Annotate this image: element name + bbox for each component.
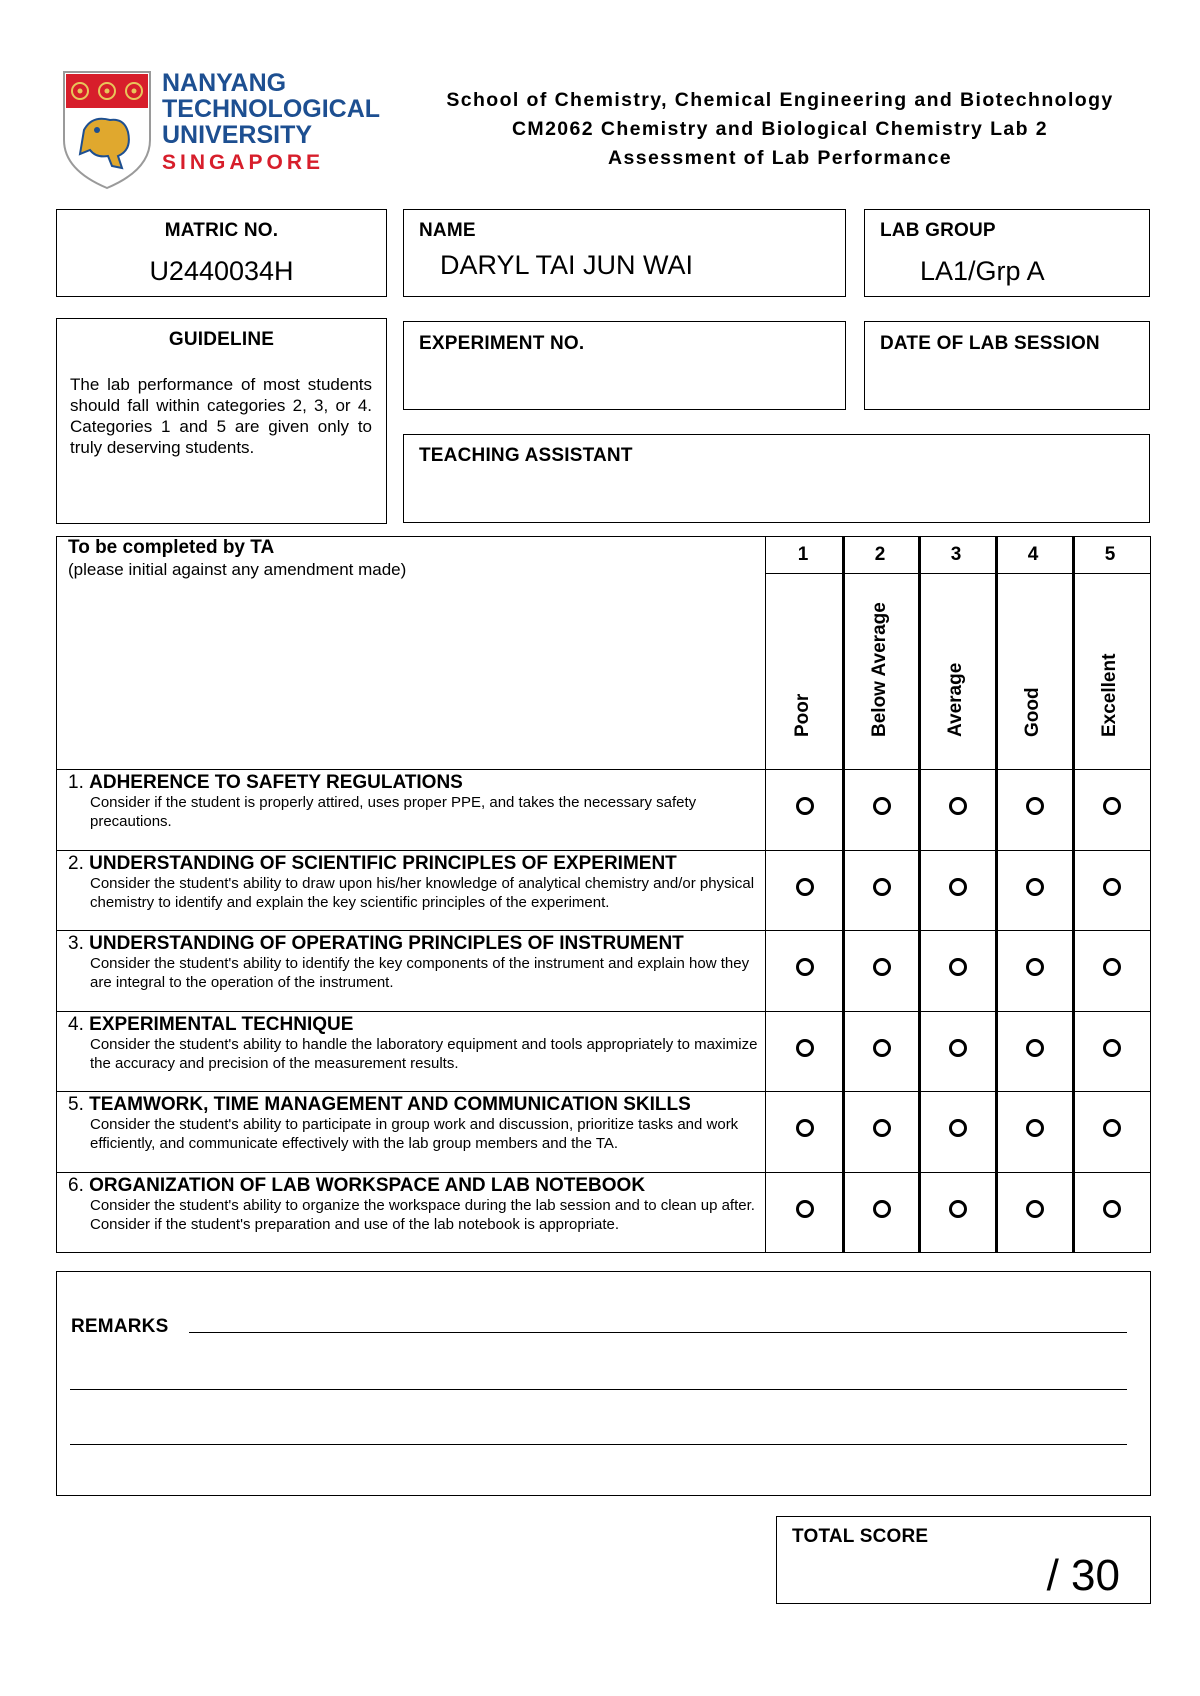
criterion-description: Consider the student's ability to identify the key components of the instrument and explain how they are integral to the operation of the instrument. (90, 955, 750, 991)
teaching-assistant-label: TEACHING ASSISTANT (419, 445, 633, 466)
score-radio-5-1[interactable] (796, 1119, 814, 1137)
criterion-title (68, 772, 463, 794)
name-box (403, 209, 846, 297)
criterion-number: 6. (68, 1174, 84, 1196)
criterion-description: Consider if the student is properly attired, uses proper PPE, and takes the necessary safety precautions. (90, 794, 697, 830)
score-radio-3-3[interactable] (949, 958, 967, 976)
matric-value[interactable]: U2440034H (149, 256, 294, 286)
criterion-description: Consider the student's ability to organize the workspace during the lab session and to clean up after. Consider if the student's preparation and use of the lab notebook is appropriate. (90, 1196, 755, 1233)
lab-group-box (864, 209, 1150, 297)
score-radio-5-5[interactable] (1103, 1119, 1121, 1137)
criterion-number: 2. (68, 852, 84, 874)
score-radio-5-4[interactable] (1026, 1119, 1044, 1137)
lab-group-value[interactable]: LA1/Grp A (920, 256, 1045, 286)
remarks-box (56, 1271, 1151, 1496)
ntu-logo (62, 70, 392, 190)
rubric-header-line (56, 769, 1151, 770)
score-radio-3-2[interactable] (873, 958, 891, 976)
form-title: Assessment of Lab Performance (607, 147, 953, 169)
criterion-description: Consider the student's ability to draw upon his/her knowledge of analytical chemistry and/or physical chemistry to identify and explain the key scientific principles of the experiment. (90, 874, 755, 911)
scale-number-3: 3 (950, 544, 962, 565)
score-radio-6-5[interactable] (1103, 1200, 1121, 1218)
rubric-row-line (56, 1011, 1151, 1012)
criterion-title (68, 1094, 691, 1116)
score-radio-2-2[interactable] (873, 878, 891, 896)
rubric-subtitle: (please initial against any amendment made) (68, 560, 407, 579)
criterion-title (68, 853, 677, 875)
school-name: School of Chemistry, Chemical Engineering and Biotechnology (446, 89, 1114, 111)
criterion-number: 3. (68, 933, 84, 954)
experiment-label: EXPERIMENT NO. (419, 333, 585, 354)
university-name (162, 70, 402, 178)
score-radio-1-1[interactable] (796, 797, 814, 815)
total-score-box (776, 1516, 1151, 1604)
score-radio-6-2[interactable] (873, 1200, 891, 1218)
scale-label-4 (995, 573, 1071, 759)
rubric-row-line (56, 850, 1151, 851)
criterion-number: 5. (68, 1094, 84, 1115)
name-value[interactable]: DARYL TAI JUN WAI (440, 250, 694, 280)
date-box[interactable] (864, 321, 1150, 410)
rubric-row-line (56, 1091, 1151, 1092)
teaching-assistant-box[interactable] (403, 434, 1150, 523)
rubric-title: To be completed by TA (68, 537, 275, 558)
criterion-description: Consider the student's ability to handle the laboratory equipment and tools appropriately to maximize the accuracy and precision of the measurement results. (90, 1035, 758, 1072)
scale-label-text: Below Average (869, 602, 890, 737)
score-radio-1-2[interactable] (873, 797, 891, 815)
score-radio-4-2[interactable] (873, 1039, 891, 1057)
lab-group-label: LAB GROUP (880, 220, 996, 241)
score-radio-2-3[interactable] (949, 878, 967, 896)
total-score-label: TOTAL SCORE (792, 1526, 929, 1547)
score-radio-5-3[interactable] (949, 1119, 967, 1137)
criterion-title-text: UNDERSTANDING OF OPERATING PRINCIPLES OF INSTRUMENT (89, 933, 684, 954)
criterion-title (68, 1175, 645, 1197)
total-score-value[interactable]: / 30 (1046, 1551, 1120, 1600)
criterion-title-text: ORGANIZATION OF LAB WORKSPACE AND LAB NOTEBOOK (89, 1174, 646, 1196)
score-radio-4-4[interactable] (1026, 1039, 1044, 1057)
criterion-title-text: EXPERIMENTAL TECHNIQUE (89, 1013, 354, 1035)
criterion-title-text: TEAMWORK, TIME MANAGEMENT AND COMMUNICATION SKILLS (89, 1094, 691, 1115)
score-radio-1-5[interactable] (1103, 797, 1121, 815)
name-label: NAME (419, 220, 476, 241)
matric-label: MATRIC NO. (164, 220, 279, 241)
score-radio-6-1[interactable] (796, 1200, 814, 1218)
scale-number-5: 5 (1104, 544, 1116, 565)
scale-label-text: Excellent (1099, 653, 1120, 737)
criterion-title (68, 1014, 353, 1036)
date-label: DATE OF LAB SESSION (880, 333, 1100, 354)
score-radio-3-1[interactable] (796, 958, 814, 976)
university-line-1: NANYANG (162, 69, 287, 97)
score-radio-1-4[interactable] (1026, 797, 1044, 815)
criterion-title (68, 933, 684, 955)
scale-label-text: Average (945, 662, 966, 737)
scale-number-4: 4 (1027, 544, 1039, 565)
remarks-line-1[interactable] (189, 1332, 1127, 1333)
score-radio-2-1[interactable] (796, 878, 814, 896)
remarks-line-2[interactable] (70, 1389, 1127, 1390)
scale-number-1: 1 (797, 544, 809, 565)
score-radio-4-5[interactable] (1103, 1039, 1121, 1057)
score-radio-5-2[interactable] (873, 1119, 891, 1137)
scale-label-3 (918, 573, 994, 759)
matric-box (56, 209, 387, 297)
university-line-4: SINGAPORE (162, 151, 325, 174)
score-radio-2-4[interactable] (1026, 878, 1044, 896)
university-line-3: UNIVERSITY (162, 121, 313, 149)
criterion-description: Consider the student's ability to participate in group work and discussion, prioritize tasks and work efficiently, and communicate effectively with the lab group members and the TA. (90, 1116, 739, 1152)
score-radio-1-3[interactable] (949, 797, 967, 815)
criterion-title-text: ADHERENCE TO SAFETY REGULATIONS (89, 772, 463, 793)
score-radio-6-4[interactable] (1026, 1200, 1044, 1218)
scale-label-text: Good (1022, 687, 1043, 737)
scale-label-5 (1072, 573, 1148, 759)
scale-label-2 (842, 573, 918, 759)
remarks-line-3[interactable] (70, 1444, 1127, 1445)
score-radio-3-5[interactable] (1103, 958, 1121, 976)
criterion-title-text: UNDERSTANDING OF SCIENTIFIC PRINCIPLES OF EXPERIMENT (89, 852, 677, 874)
criterion-number: 4. (68, 1013, 84, 1035)
guideline-label: GUIDELINE (168, 329, 275, 350)
scale-label-1 (765, 573, 841, 759)
guideline-text: The lab performance of most students should fall within categories 2, 3, or 4. Categories 1 and 5 are given only to truly deserving students. (70, 375, 372, 457)
score-radio-3-4[interactable] (1026, 958, 1044, 976)
scale-label-text: Poor (792, 693, 813, 737)
rubric-row-line (56, 930, 1151, 931)
university-line-2: TECHNOLOGICAL (162, 95, 381, 123)
scale-number-2: 2 (874, 544, 886, 565)
rubric-row-line (56, 1172, 1151, 1173)
score-radio-6-3[interactable] (949, 1200, 967, 1218)
ntu-crest-icon (62, 70, 152, 190)
remarks-label: REMARKS (71, 1316, 169, 1337)
course-title: CM2062 Chemistry and Biological Chemistry Lab 2 (511, 118, 1049, 140)
criterion-number: 1. (68, 772, 84, 793)
experiment-box[interactable] (403, 321, 846, 410)
score-radio-4-3[interactable] (949, 1039, 967, 1057)
score-radio-4-1[interactable] (796, 1039, 814, 1057)
score-radio-2-5[interactable] (1103, 878, 1121, 896)
